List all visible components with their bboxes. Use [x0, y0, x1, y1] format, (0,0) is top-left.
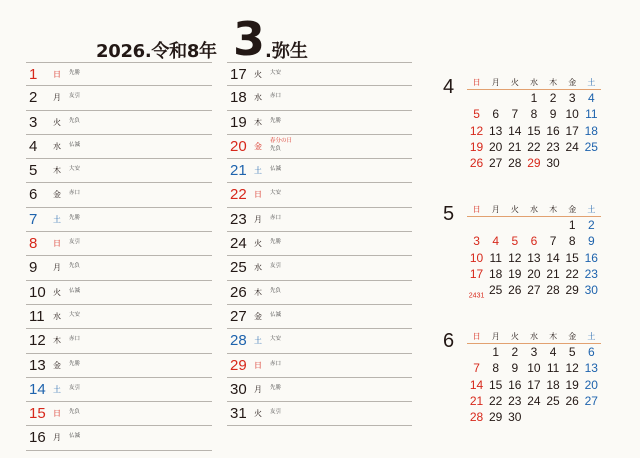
day-number: 15	[29, 405, 46, 423]
mini-month-5	[443, 203, 601, 300]
weekday-header-cell: 金	[568, 332, 577, 341]
date-cell	[467, 282, 486, 298]
date-cell: 26	[469, 156, 484, 171]
date-cell: 28	[546, 283, 560, 298]
date-cell: 11	[585, 107, 598, 122]
weekday-label: 水	[53, 141, 61, 151]
date-cell: 29	[527, 156, 541, 171]
date-cell: 25	[584, 139, 598, 154]
month-name: .弥生	[265, 41, 308, 62]
date-cell: 23	[546, 139, 560, 154]
date-cell	[524, 217, 543, 233]
day-number: 5	[29, 162, 38, 180]
weekday-header-cell: 月	[491, 332, 500, 341]
rokuyo-label: 大安	[270, 336, 282, 343]
day-number: 17	[230, 66, 247, 83]
date-cell: 9	[549, 107, 557, 122]
date-cell: 12	[469, 123, 484, 138]
date-cell: 13	[527, 250, 541, 265]
weekday-header-cell: 火	[510, 332, 519, 341]
weekday-label: 日	[53, 409, 61, 419]
weekday-header-cell: 木	[549, 78, 558, 87]
day-number: 28	[230, 332, 247, 350]
day-row	[227, 111, 412, 135]
date-cell: 24	[565, 139, 579, 154]
date-cell	[524, 409, 543, 425]
day-row	[26, 135, 212, 159]
weekday-label: 日	[53, 70, 61, 79]
date-cell	[505, 90, 524, 106]
weekday-header-cell: 日	[472, 205, 481, 214]
date-cell	[486, 217, 505, 233]
date-cell: 7	[473, 361, 480, 376]
date-cell: 9	[511, 361, 519, 376]
mini-month-number: 4	[443, 76, 455, 98]
day-row	[227, 183, 412, 207]
day-row	[227, 402, 412, 426]
date-cell: 14	[546, 250, 560, 265]
day-number: 30	[230, 380, 247, 398]
day-number: 1	[29, 66, 38, 83]
date-cell: 4	[587, 91, 595, 105]
weekday-label: 土	[53, 384, 61, 394]
date-cell	[582, 409, 601, 425]
day-row	[227, 208, 412, 232]
rokuyo-label: 赤口	[69, 190, 81, 197]
date-cell: 19	[469, 139, 484, 154]
weekday-label: 日	[254, 360, 262, 370]
date-cell: 23	[584, 266, 598, 281]
date-cell: 8	[568, 234, 576, 249]
rokuyo-label: 仏滅	[270, 166, 282, 173]
day-row	[227, 232, 412, 256]
weekday-label: 火	[53, 117, 61, 127]
rokuyo-label: 友引	[270, 409, 282, 416]
day-row	[26, 256, 212, 280]
date-cell: 30	[508, 410, 522, 425]
rokuyo-label: 先負	[69, 409, 81, 416]
day-row	[26, 426, 212, 450]
date-cell: 12	[565, 361, 579, 376]
rokuyo-label: 先勝	[270, 239, 282, 246]
date-cell: 10	[469, 250, 484, 265]
weekday-header-cell: 火	[510, 78, 519, 87]
date-cell: 4	[549, 345, 557, 359]
date-cell: 21	[508, 139, 522, 154]
date-cell: 29	[489, 410, 503, 425]
date-cell: 2	[587, 218, 595, 232]
weekday-label: 土	[53, 214, 61, 224]
week-row	[467, 233, 601, 249]
week-row	[467, 90, 601, 106]
weekday-header-cell: 水	[529, 332, 538, 341]
day-row	[227, 305, 412, 329]
date-cell: 16	[508, 377, 522, 392]
date-cell: 20	[584, 377, 598, 392]
weekday-header-cell: 金	[568, 205, 577, 214]
date-cell: 27	[527, 283, 541, 298]
weekday-header-cell: 水	[529, 205, 538, 214]
date-cell: 22	[527, 139, 541, 154]
weekday-label: 火	[53, 287, 61, 297]
day-number: 4	[29, 137, 38, 155]
date-cell	[467, 344, 486, 360]
date-cell: 20	[527, 266, 541, 281]
weekday-header-cell: 月	[491, 78, 500, 87]
week-row	[467, 409, 601, 425]
weekday-label: 土	[254, 166, 262, 176]
week-row	[467, 123, 601, 139]
date-cell: 19	[508, 266, 522, 281]
day-list-right	[227, 62, 412, 426]
rokuyo-label: 赤口	[270, 93, 282, 100]
date-cell: 8	[492, 361, 500, 376]
weekday-header-cell: 火	[510, 205, 519, 214]
date-cell: 15	[527, 123, 541, 138]
rokuyo-label: 先負	[270, 287, 282, 294]
weekday-header-cell: 木	[549, 205, 558, 214]
day-row	[26, 281, 212, 305]
day-number: 10	[29, 283, 46, 301]
rokuyo-label: 先勝	[270, 384, 282, 391]
date-cell: 10	[527, 361, 541, 376]
weekday-header-cell: 日	[472, 332, 481, 341]
weekday-header-cell: 土	[587, 205, 596, 214]
day-row	[26, 111, 212, 135]
rokuyo-label: 友引	[270, 263, 282, 270]
weekday-label: 月	[53, 433, 61, 443]
date-cell: 14	[469, 377, 484, 392]
day-number: 16	[29, 429, 46, 447]
day-number: 21	[230, 162, 247, 180]
rokuyo-label: 友引	[69, 93, 81, 100]
day-row	[26, 329, 212, 353]
date-cell: 2	[511, 345, 519, 359]
week-row	[467, 250, 601, 266]
date-sub: 24	[468, 292, 477, 300]
date-cell: 21	[546, 266, 560, 281]
date-cell: 2	[549, 91, 557, 105]
rokuyo-label: 先勝	[270, 117, 282, 124]
day-number: 19	[230, 113, 247, 131]
weekday-header-cell: 木	[549, 332, 558, 341]
weekday-label: 火	[254, 70, 262, 79]
rokuyo-label: 赤口	[270, 360, 282, 367]
date-cell: 18	[489, 266, 503, 281]
date-cell: 25	[489, 283, 503, 298]
day-number: 23	[230, 210, 247, 228]
weekday-label: 木	[254, 287, 262, 297]
holiday-label: 春分の日	[270, 137, 293, 144]
date-cell: 27	[584, 393, 598, 408]
day-number: 22	[230, 186, 247, 204]
date-cell: 22	[565, 266, 579, 281]
day-row	[227, 354, 412, 378]
month-number: 3	[233, 12, 266, 66]
day-row	[227, 86, 412, 110]
day-row	[26, 378, 212, 402]
weekday-label: 月	[254, 214, 262, 224]
weekday-header	[467, 331, 601, 344]
date-cell	[486, 90, 505, 106]
day-number: 24	[230, 235, 247, 253]
date-cell: 1	[530, 91, 538, 105]
weekday-label: 水	[53, 311, 61, 321]
date-cell: 13	[584, 361, 598, 376]
date-cell: 5	[568, 345, 576, 359]
date-cell: 10	[565, 107, 579, 122]
weekday-label: 金	[53, 360, 61, 370]
day-number: 14	[29, 380, 46, 398]
day-number: 20	[230, 137, 247, 155]
day-number: 3	[29, 113, 38, 131]
date-cell	[505, 217, 524, 233]
rokuyo-label: 仏滅	[69, 433, 81, 440]
date-cell: 22	[489, 393, 503, 408]
day-number: 31	[230, 405, 247, 423]
date-cell: 20	[489, 139, 503, 154]
weekday-header-cell: 水	[529, 78, 538, 87]
date-cell: 15	[565, 250, 579, 265]
day-row	[227, 378, 412, 402]
weekday-header-cell: 金	[568, 78, 577, 87]
rokuyo-label: 仏滅	[270, 311, 282, 318]
date-cell: 5	[473, 107, 480, 122]
day-row	[26, 305, 212, 329]
day-number: 12	[29, 332, 46, 350]
mini-month-6	[443, 330, 601, 425]
date-cell: 11	[546, 361, 560, 376]
weekday-header	[467, 204, 601, 217]
date-cell: 24	[527, 393, 541, 408]
rokuyo-label: 赤口	[270, 214, 282, 221]
date-cell: 18	[584, 123, 598, 138]
weekday-label: 月	[53, 263, 61, 273]
weekday-label: 水	[254, 263, 262, 273]
year-title: 2026.令和8年	[96, 41, 217, 62]
weekday-label: 月	[53, 93, 61, 103]
week-row	[467, 282, 601, 298]
weekday-label: 火	[254, 239, 262, 249]
day-row	[26, 86, 212, 110]
date-cell: 6	[587, 345, 595, 359]
day-number: 8	[29, 235, 38, 253]
day-number: 27	[230, 307, 247, 325]
day-row	[26, 354, 212, 378]
day-row	[227, 256, 412, 280]
rokuyo-label: 先負	[69, 117, 81, 124]
date-cell	[544, 409, 563, 425]
rokuyo-label: 先勝	[69, 360, 81, 367]
weekday-header-cell: 日	[472, 78, 481, 87]
date-cell: 30	[546, 156, 560, 171]
day-row	[26, 208, 212, 232]
date-cell: 17	[565, 123, 579, 138]
week-row	[467, 344, 601, 360]
rokuyo-label: 大安	[270, 70, 282, 76]
weekday-label: 日	[254, 190, 262, 200]
date-cell: 16	[546, 123, 560, 138]
date-cell: 30	[584, 283, 598, 298]
mini-month-4	[443, 76, 601, 171]
date-cell	[544, 217, 563, 233]
date-cell: 1	[492, 345, 500, 359]
day-number: 9	[29, 259, 38, 277]
mini-month-number: 6	[443, 330, 455, 352]
rokuyo-label: 仏滅	[69, 287, 81, 294]
date-cell	[467, 90, 486, 106]
week-row	[467, 139, 601, 155]
weekday-label: 月	[254, 384, 262, 394]
weekday-header	[467, 77, 601, 90]
day-number: 13	[29, 356, 46, 374]
date-cell	[582, 155, 601, 171]
date-cell: 7	[549, 234, 557, 249]
rokuyo-label: 先負	[270, 145, 282, 152]
date-cell: 12	[508, 250, 522, 265]
date-cell: 15	[489, 377, 503, 392]
weekday-label: 木	[53, 336, 61, 346]
date-cell	[467, 217, 486, 233]
date-cell: 3	[530, 345, 538, 359]
day-number: 25	[230, 259, 247, 277]
date-cell	[563, 155, 582, 171]
day-number: 6	[29, 186, 38, 204]
rokuyo-label: 先勝	[69, 70, 81, 76]
date-cell: 17	[527, 377, 541, 392]
date-cell: 11	[489, 250, 502, 265]
date-cell: 26	[508, 283, 522, 298]
day-number: 2	[29, 89, 38, 107]
day-row	[227, 329, 412, 353]
date-cell: 27	[489, 156, 503, 171]
date-cell: 18	[546, 377, 560, 392]
date-cell: 9	[587, 234, 595, 249]
weekday-label: 木	[53, 166, 61, 176]
date-cell: 1	[568, 218, 576, 232]
date-cell: 7	[511, 107, 519, 122]
weekday-label: 土	[254, 336, 262, 346]
date-cell: 6	[492, 107, 500, 122]
date-cell: 28	[508, 156, 522, 171]
rokuyo-label: 仏滅	[69, 141, 81, 148]
rokuyo-label: 大安	[270, 190, 282, 197]
day-row	[227, 281, 412, 305]
rokuyo-label: 友引	[69, 384, 81, 391]
weekday-header-cell: 土	[587, 78, 596, 87]
day-row	[26, 402, 212, 426]
weekday-label: 金	[254, 311, 262, 321]
week-row	[467, 266, 601, 282]
date-cell: 19	[565, 377, 579, 392]
date-sub: 31	[476, 292, 485, 300]
week-row	[467, 377, 601, 393]
weekday-header-cell: 月	[491, 205, 500, 214]
rokuyo-label: 友引	[69, 239, 81, 246]
date-cell: 3	[473, 234, 480, 249]
weekday-label: 水	[254, 93, 262, 103]
rokuyo-label: 大安	[69, 311, 81, 318]
day-number: 29	[230, 356, 247, 374]
rokuyo-label: 先負	[69, 263, 81, 270]
weekday-label: 木	[254, 117, 262, 127]
date-cell: 8	[530, 107, 538, 122]
date-cell: 25	[546, 393, 560, 408]
date-cell: 21	[469, 393, 484, 408]
weekday-label: 金	[254, 141, 262, 151]
day-row	[227, 135, 412, 159]
day-row	[26, 183, 212, 207]
day-number: 26	[230, 283, 247, 301]
day-row	[26, 232, 212, 256]
week-row	[467, 217, 601, 233]
week-row	[467, 360, 601, 376]
weekday-label: 日	[53, 239, 61, 249]
date-cell: 28	[469, 410, 484, 425]
day-row	[26, 159, 212, 183]
date-cell: 13	[489, 123, 503, 138]
date-cell: 26	[565, 393, 579, 408]
day-row	[227, 159, 412, 183]
weekday-label: 金	[53, 190, 61, 200]
date-cell: 4	[492, 234, 500, 249]
day-number: 7	[29, 210, 38, 228]
date-cell: 14	[508, 123, 522, 138]
rokuyo-label: 赤口	[69, 336, 81, 343]
date-cell: 6	[530, 234, 538, 249]
date-cell	[563, 409, 582, 425]
day-number: 11	[29, 307, 45, 325]
week-row	[467, 393, 601, 409]
rokuyo-label: 先勝	[69, 214, 81, 221]
day-row	[227, 62, 412, 86]
mini-month-number: 5	[443, 203, 455, 225]
week-row	[467, 106, 601, 122]
week-row	[467, 155, 601, 171]
day-number: 18	[230, 89, 247, 107]
day-row	[26, 62, 212, 86]
date-cell: 16	[584, 250, 598, 265]
weekday-label: 火	[254, 409, 262, 419]
date-cell: 3	[568, 91, 576, 105]
date-cell: 17	[469, 266, 484, 281]
weekday-header-cell: 土	[587, 332, 596, 341]
date-cell: 5	[511, 234, 519, 249]
date-cell: 23	[508, 393, 522, 408]
date-cell: 29	[565, 283, 579, 298]
day-list-left	[26, 62, 212, 451]
rokuyo-label: 大安	[69, 166, 81, 173]
